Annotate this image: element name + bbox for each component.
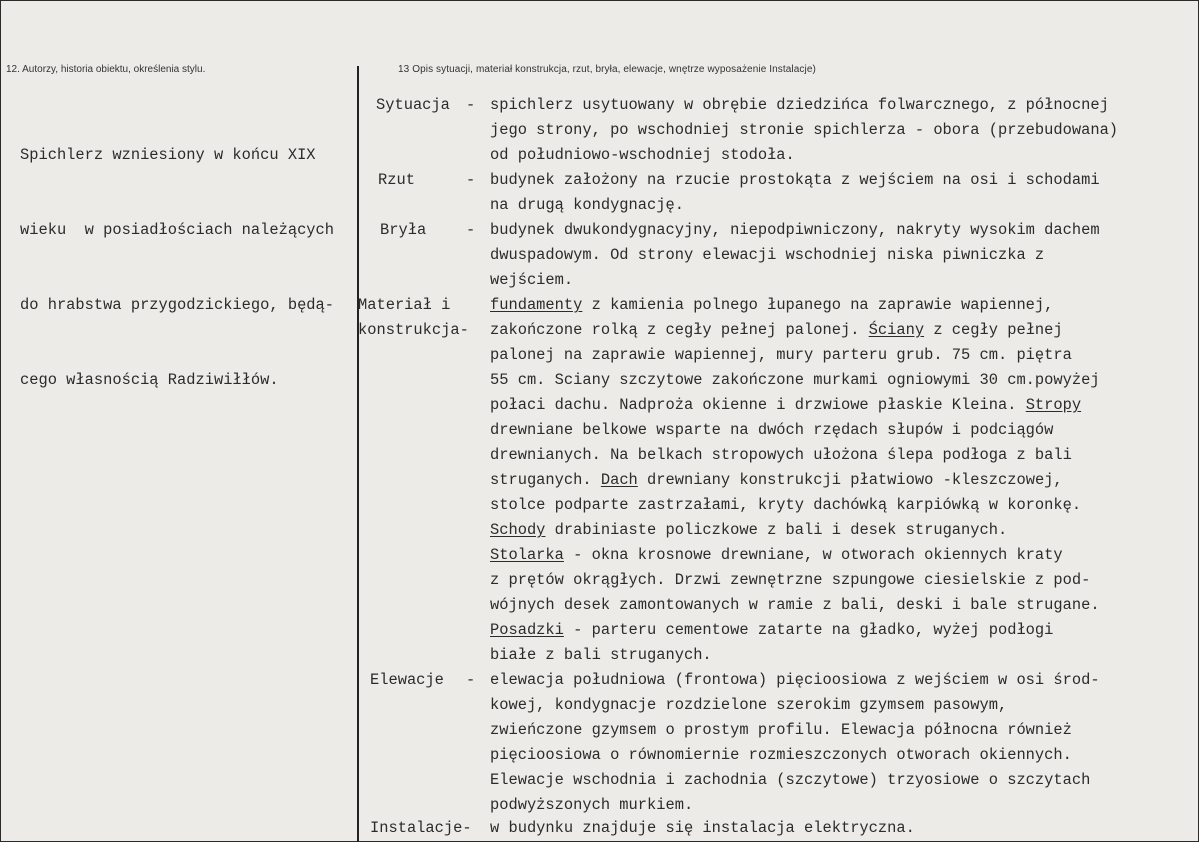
header-field-12: 12. Autorzy, historia obiektu, określenia stylu.: [6, 64, 206, 75]
text-line: [490, 793, 1100, 818]
text-line: [490, 493, 1100, 518]
section-text-sytuacja: [490, 93, 1118, 168]
history-text: [20, 93, 360, 418]
text-line: [490, 268, 1100, 293]
text-line: [490, 393, 1100, 418]
section-label-instalacje: Instalacje-: [370, 819, 472, 837]
text-line: [490, 218, 1100, 243]
text-segment: wejściem.: [490, 271, 574, 289]
text-line: [490, 368, 1100, 393]
text-line: [490, 543, 1100, 568]
text-line: [490, 816, 915, 841]
section-dash: -: [466, 221, 476, 239]
history-line: wieku w posiadłościach należących: [20, 221, 335, 239]
section-text-rzut: [490, 168, 1100, 218]
section-label-bry-a: Bryła: [380, 221, 427, 239]
text-line: [490, 693, 1100, 718]
text-line: [490, 243, 1100, 268]
section-dash: -: [466, 171, 476, 189]
text-line: [490, 518, 1100, 543]
text-segment: pięcioosiowa o równomiernie rozmieszczonych otworach okiennych.: [490, 746, 1072, 764]
text-segment: - parteru cementowe zatarte na gładko, wyżej podłogi: [563, 621, 1054, 639]
underlined-term: Stropy: [1025, 396, 1082, 414]
text-segment: drabiniaste policzkowe z bali i desek struganych.: [545, 521, 1008, 539]
text-segment: od południowo-wschodniej stodoła.: [490, 146, 795, 164]
text-segment: Elewacje wschodnia i zachodnia (szczytowe) trzyosiowe o szczytach: [490, 771, 1091, 789]
text-segment: z prętów okrągłych. Drzwi zewnętrzne szpungowe ciesielskie z pod-: [490, 571, 1091, 589]
history-line: do hrabstwa przygodzickiego, będą-: [20, 296, 335, 314]
underlined-term: fundamenty: [490, 296, 583, 314]
text-segment: zwieńczone gzymsem o prostym profilu. Elewacja północna również: [490, 721, 1072, 739]
text-segment: drewnianych. Na belkach stropowych ułożona ślepa podłoga z bali: [490, 446, 1072, 464]
text-line: [490, 768, 1100, 793]
text-line: [490, 143, 1118, 168]
text-segment: budynek założony na rzucie prostokąta z wejściem na osi i schodami: [490, 171, 1100, 189]
text-segment: spichlerz usytuowany w obrębie dziedzińca folwarcznego, z północnej: [490, 96, 1109, 114]
section-label-elewacje: Elewacje: [370, 671, 444, 689]
text-segment: 55 cm. Sciany szczytowe zakończone murkami ogniowymi 30 cm.powyżej: [490, 371, 1100, 389]
section-text-instalacje: [490, 816, 915, 841]
text-line: [490, 743, 1100, 768]
text-segment: połaci dachu. Nadproża okienne i drzwiowe płaskie Kleina.: [490, 396, 1026, 414]
text-line: [490, 618, 1100, 643]
text-segment: drewniany konstrukcji płatwiowo -kleszczowej,: [637, 471, 1063, 489]
text-line: [490, 93, 1118, 118]
text-line: [490, 593, 1100, 618]
text-segment: kowej, kondygnacje rozdzielone szerokim gzymsem pasowym,: [490, 696, 1008, 714]
text-segment: z cegły pełnej: [924, 321, 1063, 339]
text-segment: z kamienia polnego łupanego na zaprawie wapiennej,: [582, 296, 1054, 314]
text-segment: na drugą kondygnację.: [490, 196, 684, 214]
text-segment: elewacja południowa (frontowa) pięcioosiowa z wejściem w osi środ-: [490, 671, 1100, 689]
text-line: [490, 193, 1100, 218]
text-line: [490, 718, 1100, 743]
text-segment: wójnych desek zamontowanych w ramie z bali, deski i bale strugane.: [490, 596, 1100, 614]
text-line: [490, 443, 1100, 468]
history-line: Spichlerz wzniesiony w końcu XIX: [20, 146, 316, 164]
text-segment: stolce podparte zastrzałami, kryty dachówką karpiówką w koronkę.: [490, 496, 1082, 514]
header-field-13: 13 Opis sytuacji, materiał konstrukcja, rzut, bryła, elewacje, wnętrze wyposażenie Instalacje): [398, 64, 816, 75]
text-line: [490, 168, 1100, 193]
section-label-materia-i: Materiał i konstrukcja-: [358, 296, 469, 339]
text-line: [490, 668, 1100, 693]
text-segment: w budynku znajduje się instalacja elektryczna.: [490, 819, 915, 837]
underlined-term: Ściany: [868, 321, 925, 339]
underlined-term: Posadzki: [490, 621, 564, 639]
section-dash: -: [466, 671, 476, 689]
text-segment: budynek dwukondygnacyjny, niepodpiwniczony, nakryty wysokim dachem: [490, 221, 1100, 239]
underlined-term: Schody: [490, 521, 546, 539]
section-text-elewacje: [490, 668, 1100, 818]
text-segment: podwyższonych murkiem.: [490, 796, 694, 814]
text-line: [490, 293, 1100, 318]
text-line: [490, 468, 1100, 493]
underlined-term: Dach: [600, 471, 638, 489]
section-label-sytuacja: Sytuacja: [376, 96, 450, 114]
text-segment: struganych.: [490, 471, 601, 489]
text-line: [490, 418, 1100, 443]
text-segment: dwuspadowym. Od strony elewacji wschodniej niska piwniczka z: [490, 246, 1045, 264]
text-segment: palonej na zaprawie wapiennej, mury parteru grub. 75 cm. piętra: [490, 346, 1072, 364]
section-text-bry-a: [490, 218, 1100, 293]
text-line: [490, 568, 1100, 593]
section-label-rzut: Rzut: [378, 171, 415, 189]
section-dash: -: [466, 96, 476, 114]
history-line: cego własnością Radziwiłłów.: [20, 371, 279, 389]
text-segment: - okna krosnowe drewniane, w otworach okiennych kraty: [563, 546, 1063, 564]
text-segment: jego strony, po wschodniej stronie spichlerza - obora (przebudowana): [490, 121, 1119, 139]
text-segment: zakończone rolką z cegły pełnej palonej.: [490, 321, 869, 339]
text-line: [490, 343, 1100, 368]
text-segment: drewniane belkowe wsparte na dwóch rzędach słupów i podciągów: [490, 421, 1054, 439]
section-text-materia-i: [490, 293, 1100, 668]
text-line: [490, 318, 1100, 343]
text-line: [490, 643, 1100, 668]
text-line: [490, 118, 1118, 143]
text-segment: białe z bali struganych.: [490, 646, 712, 664]
underlined-term: Stolarka: [490, 546, 564, 564]
